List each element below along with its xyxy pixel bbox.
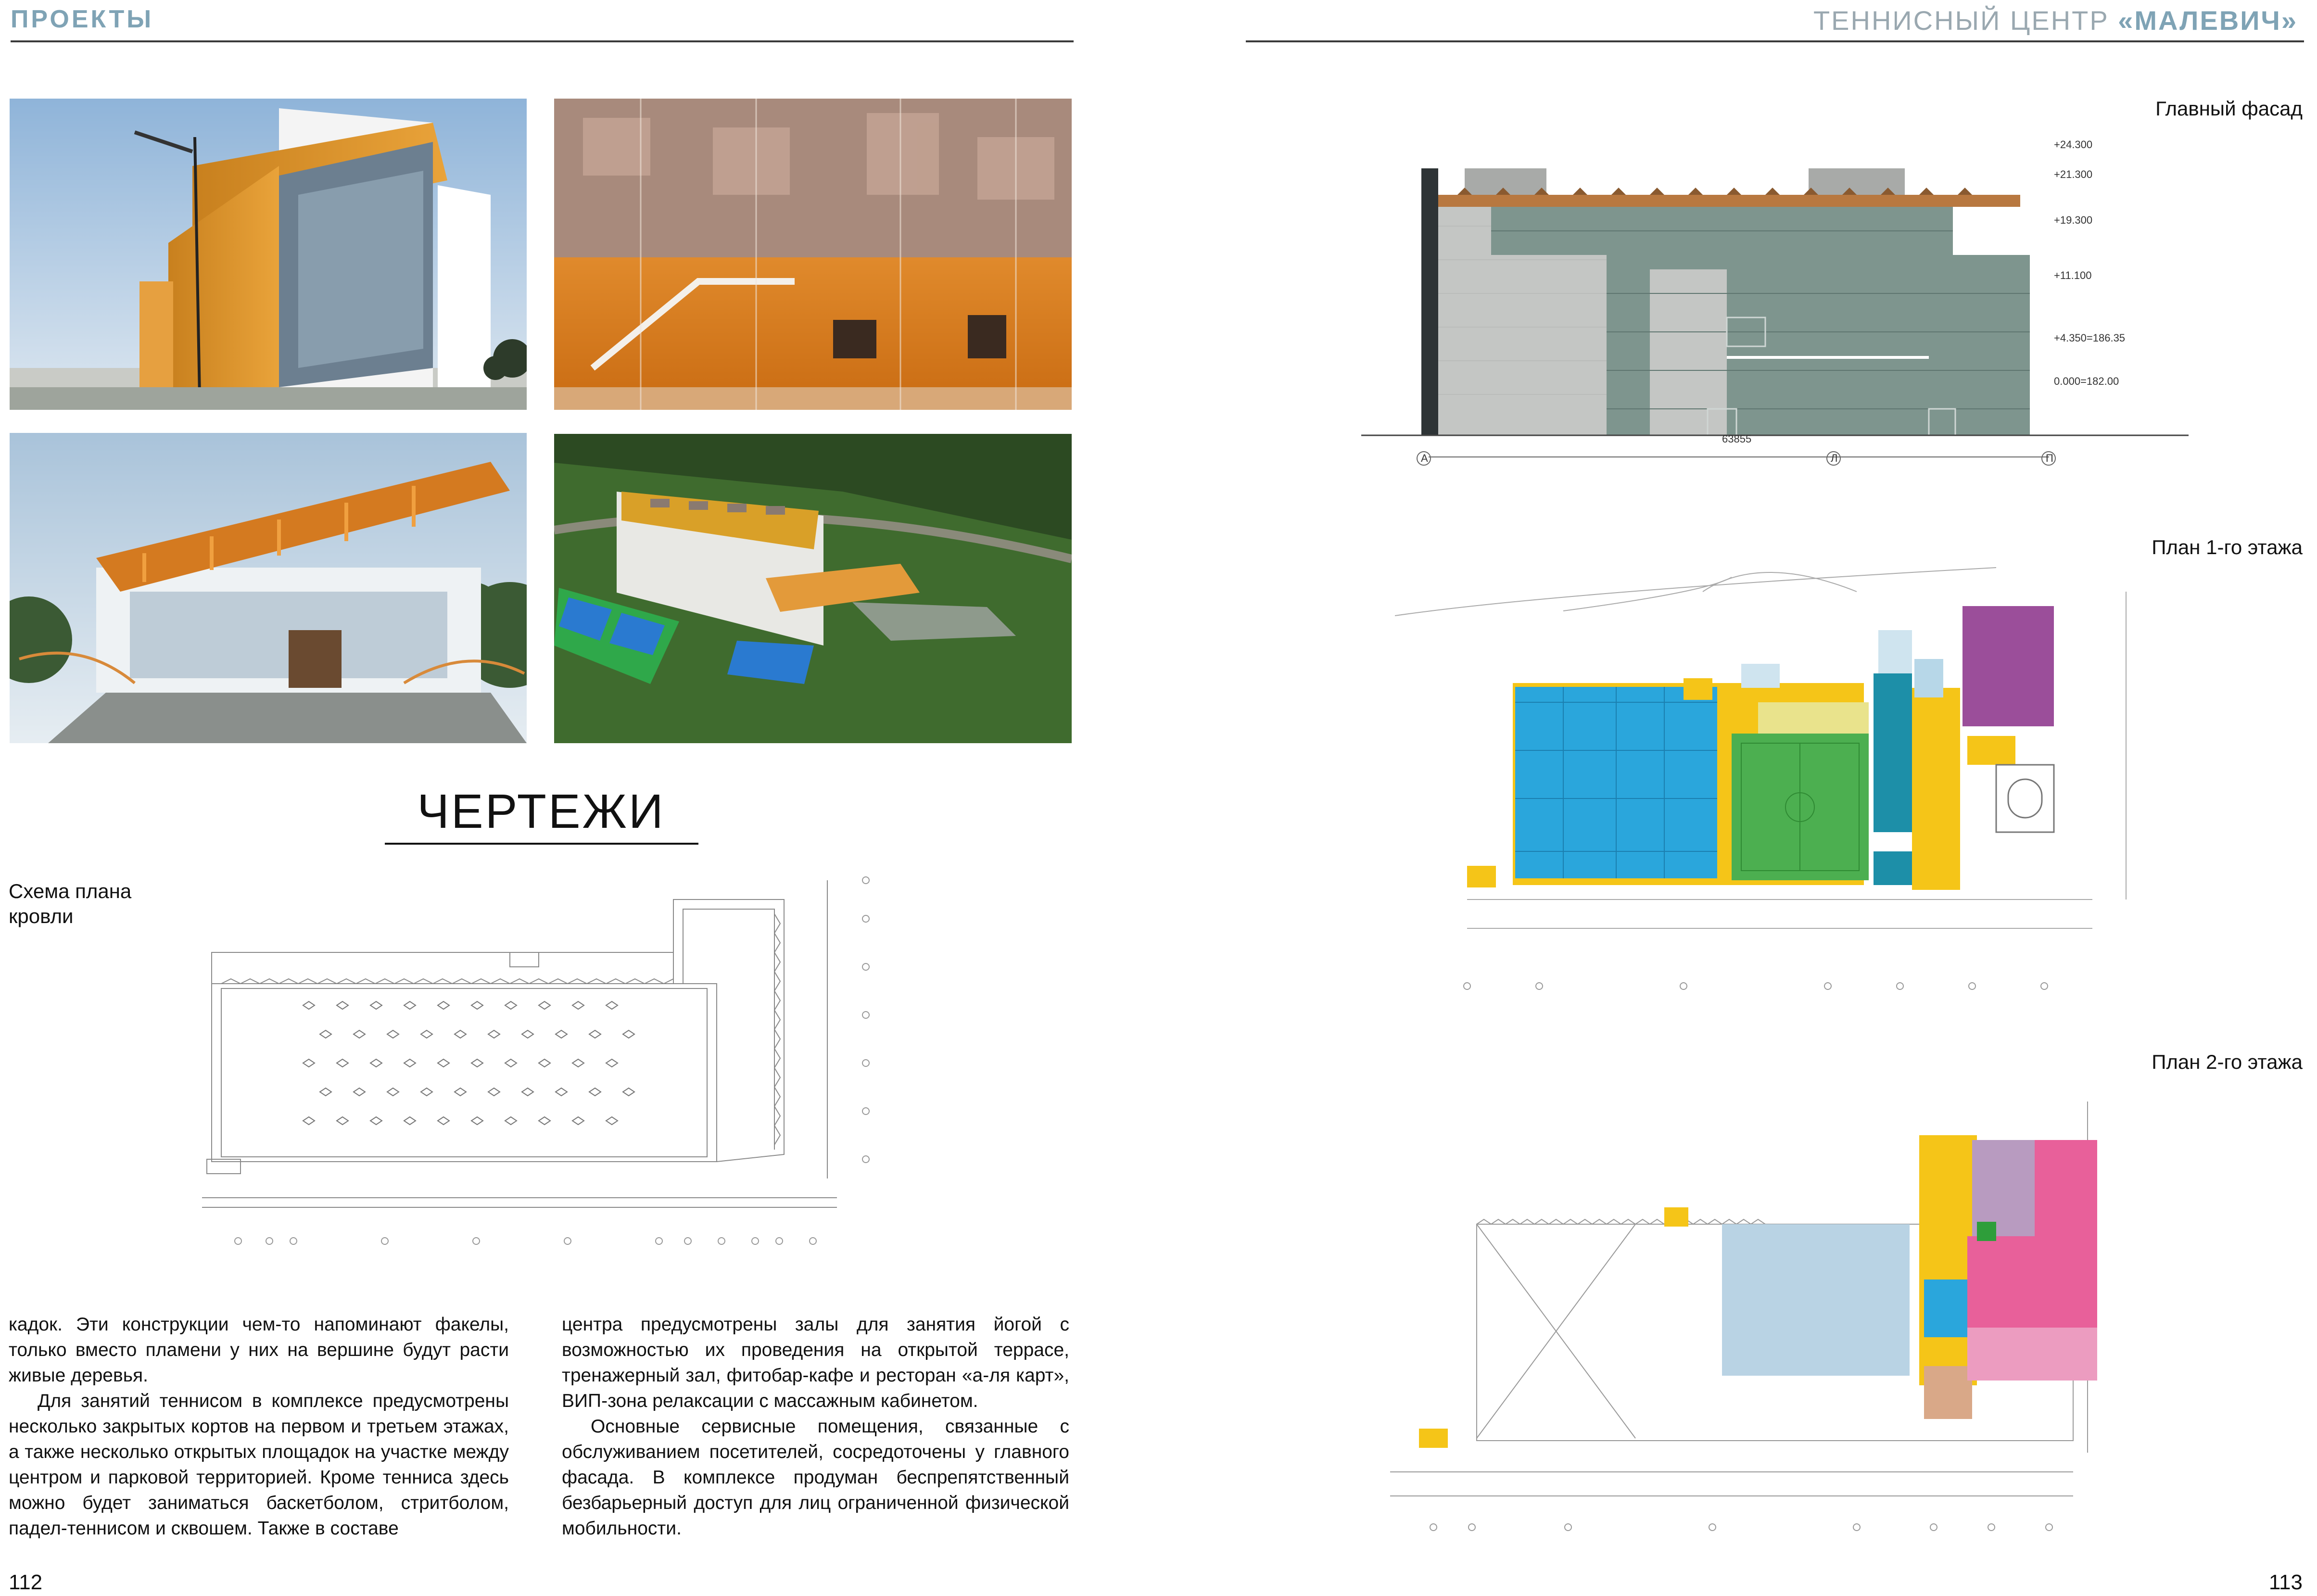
aerial-courts-render (554, 434, 1072, 743)
level-mark: +24.300 (2054, 139, 2093, 151)
article-title-prefix: ТЕННИСНЫЙ ЦЕНТР (1813, 5, 2118, 36)
floor2-plan-drawing (1376, 1077, 2155, 1534)
section-header: ПРОЕКТЫ (11, 5, 154, 33)
level-mark: +4.350=186.35 (2054, 332, 2126, 344)
body-text-column-2 (562, 1312, 1069, 1541)
level-mark: +11.100 (2054, 269, 2092, 281)
axis-label: А (1421, 452, 1428, 464)
section-title-underline (385, 843, 698, 845)
paragraph: Для занятий теннисом в комплексе предусмотрены несколько закрытых кортов на первом и третьем этажах, а также несколько открытых площадок на участке между центром и парковой территорией. Кроме тенниса здесь можно будет заниматься баскетболом, стритболом, падел-теннисом и сквошем. Также в составе (9, 1391, 509, 1539)
floor2-caption: План 2-го этажа (2152, 1051, 2303, 1073)
main-facade-caption: Главный фасад (2155, 97, 2303, 120)
roof-plan-caption: Схема плана кровли (9, 880, 132, 927)
section-title: ЧЕРТЕЖИ (417, 785, 665, 838)
level-mark: +21.300 (2054, 168, 2093, 180)
header-rule-right (1246, 40, 2304, 42)
magazine-article-title (1813, 5, 2298, 36)
roof-plan-drawing (192, 861, 890, 1251)
paragraph: центра предусмотрены залы для занятия йогой с возможностью их проведения на открытой террасе, тренажерный зал, фитобар-кафе и ресторан «а-ля карт», ВИП-зона релаксации с массажным кабинетом. (562, 1314, 1069, 1411)
main-facade-drawing (1361, 130, 2189, 476)
level-mark: 0.000=182.00 (2054, 375, 2119, 387)
floor1-caption: План 1-го этажа (2152, 536, 2303, 558)
floor1-plan-drawing (1395, 563, 2150, 991)
paragraph: кадок. Эти конструкции чем-то напоминают факелы, только вместо пламени у них на вершине будут расти живые деревья. (9, 1314, 509, 1386)
level-mark: +19.300 (2054, 214, 2093, 226)
header-rule-left (11, 40, 1074, 42)
body-text-column-1 (9, 1312, 509, 1541)
article-title-name: «МАЛЕВИЧ» (2118, 5, 2298, 36)
dimension-label: 63855 (1722, 433, 1752, 445)
axis-label: Л (1831, 452, 1838, 464)
page-number-left: 112 (9, 1571, 43, 1594)
axis-label: П (2046, 452, 2053, 464)
interior-atrium-render (554, 99, 1072, 410)
page-number-right: 113 (2268, 1571, 2303, 1594)
exterior-facade-render (10, 99, 527, 410)
entrance-canopy-render (10, 433, 527, 743)
paragraph: Основные сервисные помещения, связанные с обслуживанием посетителей, сосредоточены у главного фасада. В комплексе продуман беспрепятственный безбарьерный доступ для лиц ограниченной физической мобильности. (562, 1416, 1069, 1539)
